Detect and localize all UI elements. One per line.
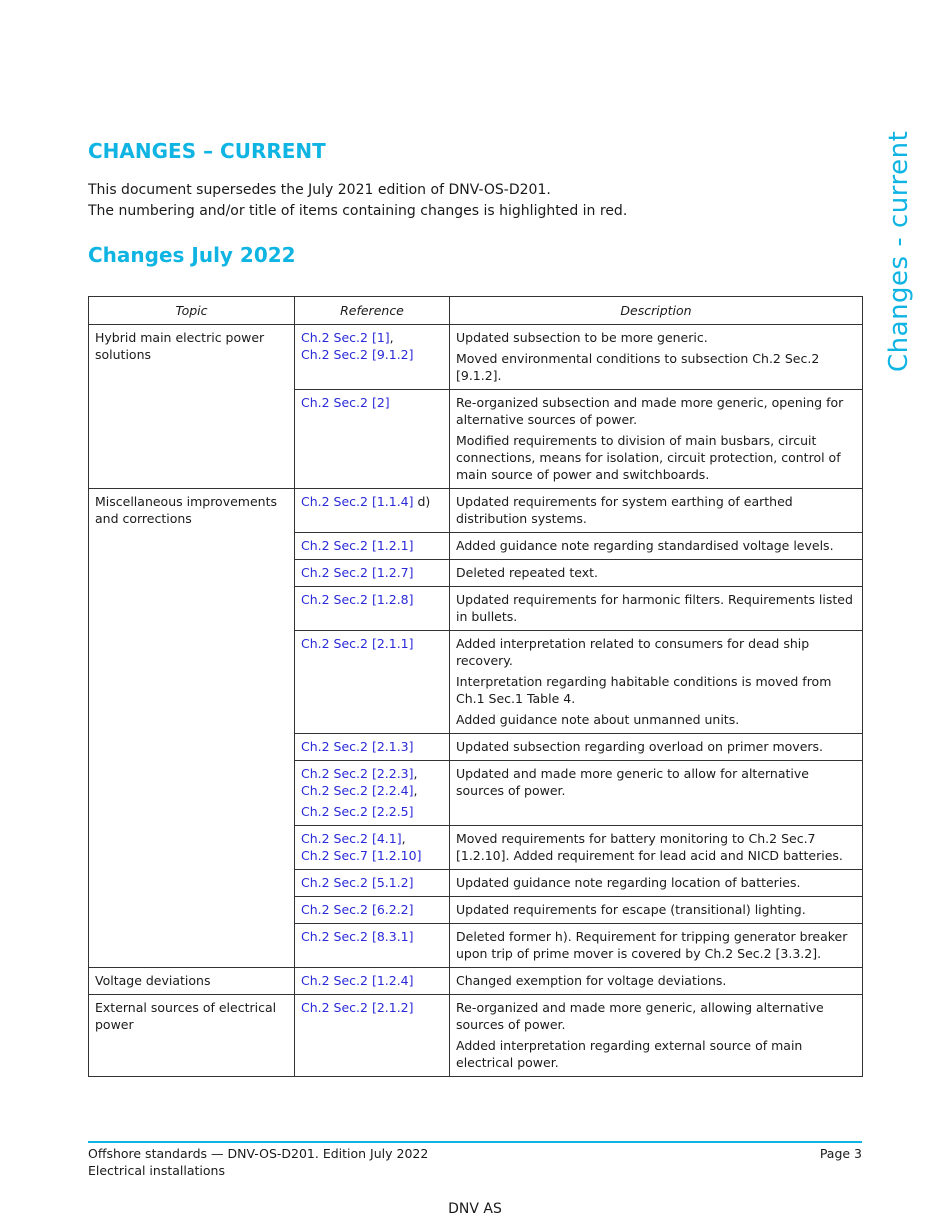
description-paragraph: Moved requirements for battery monitoring to Ch.2 Sec.7 [1.2.10]. Added requirement for lead acid and NICD batteries. [456, 831, 843, 863]
description-paragraph: Deleted repeated text. [456, 565, 598, 580]
description-paragraph: Updated guidance note regarding location of batteries. [456, 875, 801, 890]
intro-line: This document supersedes the July 2021 edition of DNV-OS-D201. [88, 182, 551, 198]
description-cell [450, 761, 863, 826]
description-paragraph: Changed exemption for voltage deviations. [456, 973, 727, 988]
reference-line [301, 329, 443, 346]
column-header-description: Description [450, 297, 863, 325]
reference-line [301, 738, 443, 755]
description-paragraph: Updated subsection regarding overload on primer movers. [456, 739, 824, 754]
reference-link[interactable]: Ch.2 Sec.2 [2.1.1] [301, 636, 414, 651]
reference-cell [295, 826, 450, 870]
reference-link[interactable]: Ch.2 Sec.2 [1.2.8] [301, 592, 414, 607]
side-section-title: Changes - current [884, 130, 914, 372]
reference-cell [295, 968, 450, 995]
reference-line [301, 537, 443, 554]
changes-table [88, 296, 863, 1077]
reference-link[interactable]: Ch.2 Sec.2 [1.1.4] [301, 494, 414, 509]
description-paragraph: Added interpretation related to consumers for dead ship recovery. [456, 636, 810, 668]
reference-cell [295, 587, 450, 631]
page-title: CHANGES – CURRENT [88, 139, 326, 163]
intro-line: The numbering and/or title of items containing changes is highlighted in red. [88, 203, 628, 219]
footer-divider [88, 1141, 862, 1143]
reference-link[interactable]: Ch.2 Sec.2 [2.2.4] [301, 783, 414, 798]
description-cell [450, 734, 863, 761]
reference-link[interactable]: Ch.2 Sec.7 [1.2.10] [301, 848, 422, 863]
page-footer [88, 1145, 862, 1179]
reference-suffix: , [413, 783, 418, 798]
reference-link[interactable]: Ch.2 Sec.2 [9.1.2] [301, 347, 414, 362]
footer-subtitle: Electrical installations [88, 1163, 225, 1178]
table-row [89, 489, 863, 533]
reference-link[interactable]: Ch.2 Sec.2 [6.2.2] [301, 902, 414, 917]
reference-link[interactable]: Ch.2 Sec.2 [2.1.3] [301, 739, 414, 754]
description-paragraph: Updated requirements for system earthing of earthed distribution systems. [456, 494, 793, 526]
reference-cell [295, 897, 450, 924]
reference-cell [295, 390, 450, 489]
column-header-reference: Reference [295, 297, 450, 325]
reference-line [301, 847, 443, 864]
description-paragraph: Moved environmental conditions to subsection Ch.2 Sec.2 [9.1.2]. [456, 351, 820, 383]
description-cell [450, 870, 863, 897]
page-number: Page 3 [819, 1146, 862, 1161]
reference-cell [295, 489, 450, 533]
reference-line [301, 874, 443, 891]
reference-line [301, 830, 443, 847]
description-cell [450, 587, 863, 631]
description-paragraph: Added guidance note about unmanned units. [456, 712, 740, 727]
reference-line [301, 999, 443, 1016]
footer-document-title: Offshore standards — DNV-OS-D201. Edition July 2022 [88, 1146, 429, 1161]
reference-link[interactable]: Ch.2 Sec.2 [2.2.3] [301, 766, 414, 781]
description-paragraph: Added guidance note regarding standardised voltage levels. [456, 538, 834, 553]
reference-line [301, 394, 443, 411]
reference-line [301, 803, 443, 820]
topic-cell: External sources of electrical power [89, 995, 295, 1077]
description-paragraph: Updated subsection to be more generic. [456, 330, 708, 345]
description-cell [450, 897, 863, 924]
reference-cell [295, 995, 450, 1077]
column-header-topic: Topic [89, 297, 295, 325]
reference-line [301, 564, 443, 581]
table-row [89, 968, 863, 995]
reference-suffix: , [401, 831, 406, 846]
reference-cell [295, 924, 450, 968]
reference-link[interactable]: Ch.2 Sec.2 [2] [301, 395, 390, 410]
description-cell [450, 489, 863, 533]
description-paragraph: Deleted former h). Requirement for tripping generator breaker upon trip of prime mover is covered by Ch.2 Sec.2 [3.3.2]. [456, 929, 848, 961]
section-title: Changes July 2022 [88, 243, 296, 267]
table-row [89, 325, 863, 390]
description-paragraph: Added interpretation regarding external source of main electrical power. [456, 1038, 803, 1070]
reference-link[interactable]: Ch.2 Sec.2 [2.1.2] [301, 1000, 414, 1015]
reference-link[interactable]: Ch.2 Sec.2 [5.1.2] [301, 875, 414, 890]
description-paragraph: Re-organized and made more generic, allowing alternative sources of power. [456, 1000, 824, 1032]
reference-line [301, 901, 443, 918]
reference-link[interactable]: Ch.2 Sec.2 [4.1] [301, 831, 402, 846]
description-paragraph: Updated and made more generic to allow for alternative sources of power. [456, 766, 809, 798]
reference-suffix: , [389, 330, 394, 345]
description-paragraph: Updated requirements for escape (transitional) lighting. [456, 902, 806, 917]
reference-suffix: d) [413, 494, 431, 509]
intro-paragraph [88, 180, 627, 222]
reference-line [301, 765, 443, 782]
reference-line [301, 493, 443, 510]
description-cell [450, 631, 863, 734]
reference-link[interactable]: Ch.2 Sec.2 [1.2.4] [301, 973, 414, 988]
description-cell [450, 325, 863, 390]
reference-link[interactable]: Ch.2 Sec.2 [1] [301, 330, 390, 345]
reference-cell [295, 761, 450, 826]
description-cell [450, 533, 863, 560]
reference-line [301, 635, 443, 652]
reference-line [301, 591, 443, 608]
reference-link[interactable]: Ch.2 Sec.2 [1.2.7] [301, 565, 414, 580]
topic-cell: Voltage deviations [89, 968, 295, 995]
reference-link[interactable]: Ch.2 Sec.2 [2.2.5] [301, 804, 414, 819]
description-paragraph: Updated requirements for harmonic filters. Requirements listed in bullets. [456, 592, 853, 624]
reference-line [301, 928, 443, 945]
table-header-row [89, 297, 863, 325]
description-paragraph: Interpretation regarding habitable conditions is moved from Ch.1 Sec.1 Table 4. [456, 674, 832, 706]
reference-cell [295, 533, 450, 560]
reference-link[interactable]: Ch.2 Sec.2 [1.2.1] [301, 538, 414, 553]
changes-table-body [89, 325, 863, 1077]
reference-link[interactable]: Ch.2 Sec.2 [8.3.1] [301, 929, 414, 944]
description-cell [450, 560, 863, 587]
topic-cell: Miscellaneous improvements and corrections [89, 489, 295, 968]
reference-line [301, 972, 443, 989]
reference-cell [295, 631, 450, 734]
description-cell [450, 826, 863, 870]
reference-cell [295, 870, 450, 897]
table-row [89, 995, 863, 1077]
reference-cell [295, 325, 450, 390]
company-name: DNV AS [448, 1201, 502, 1217]
reference-suffix: , [413, 766, 418, 781]
description-cell [450, 924, 863, 968]
description-cell [450, 968, 863, 995]
reference-line [301, 346, 443, 363]
description-cell [450, 995, 863, 1077]
reference-cell [295, 560, 450, 587]
description-paragraph: Re-organized subsection and made more generic, opening for alternative sources of power. [456, 395, 844, 427]
description-paragraph: Modified requirements to division of main busbars, circuit connections, means for isolation, circuit protection, control of main source of power and switchboards. [456, 433, 841, 482]
topic-cell: Hybrid main electric power solutions [89, 325, 295, 489]
description-cell [450, 390, 863, 489]
reference-line [301, 782, 443, 799]
reference-cell [295, 734, 450, 761]
